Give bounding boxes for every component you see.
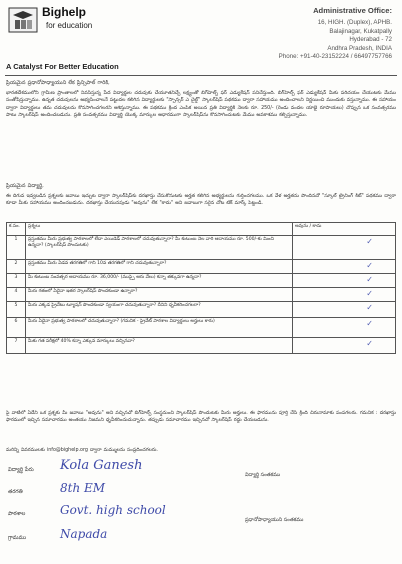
office-line: Hyderabad - 72 [349, 36, 392, 44]
header-answer: అవును / కాదు [293, 223, 396, 236]
row-question: మీరు గతంలో ఏదైనా ఇతర స్కాలర్‌షిప్ పొందకుండా ఉన్నారా? [26, 288, 293, 302]
tagline: A Catalyst For Better Education [6, 62, 119, 71]
table-row [7, 288, 396, 302]
bighelp-logo-icon [8, 5, 38, 35]
row-question: మీకు గత పరీక్షలో 40% కన్నా ఎక్కువ మార్కులు వచ్చినవా? [26, 338, 293, 354]
class-value: 8th EM [60, 481, 106, 495]
row-num: 3 [7, 274, 26, 288]
closing-paragraph: పై వాటిలో ఏదేని ఒక ప్రశ్నకు మీ జవాబు "అవును" అని వచ్చినచో బిగ్‌హెల్ప్ సంస్థనుంచి స్కాలర్‌షిప్ పొందుటకు మీరు అర్హులు. ఈ ఫారమును పూర్తి చేసి క్రింది చిరునామాకు పంపగలరు. గమనిక : దరఖాస్తు ఫారములో ఇచ్చిన సమాచారము అంతయు నిజమని ధృవీకరించుచున్నాను. తప్పుడు సమాచారము ఇచ్చినచో స్కాలర్‌షిప్ రద్దు చేయబడును. [6, 411, 396, 424]
tick-mark-icon: ✓ [366, 319, 373, 328]
header-question: ప్రశ్నలు [26, 223, 293, 236]
row-num: 7 [7, 338, 26, 354]
table-row [7, 236, 396, 260]
office-line: 16, HIGH. (Duplex), APHB. [317, 19, 392, 27]
label-student-name: విద్యార్థి పేరు [8, 467, 34, 473]
tick-mark-icon: ✓ [366, 261, 373, 270]
tick-mark-icon: ✓ [366, 289, 373, 298]
label-class: తరగతి [8, 489, 23, 495]
instruction-paragraph: ఈ దిగువ ఇవ్వబడిన ప్రశ్నలకు జవాబు ఇచ్చుట ద్వారా స్కాలర్‌షిప్‌కు దరఖాస్తు చేసుకొనుటకు అర్హత కలిగిన అభ్యర్థులను గుర్తించగలము. ఒక వేళ అర్హతను పొందినచో "స్కూల్ ట్రైనింగ్ కిట్" పథకము ద్వారా కూడా మీకు సహాయము అందించబడును. దరఖాస్తు చేయునపుడు "అవును" లేక "కాదు" అని జవాబుగా సరైన చోట టిక్ మార్క్ పెట్టండి. [6, 194, 396, 207]
row-question: ప్రస్తుతము మీరు ఏడవ తరగతిలో గాని 10వ తరగతిలో గాని చదువుతున్నారా? [26, 260, 293, 274]
salutation-headmaster: ప్రియమైన ప్రధానోపాధ్యాయుని లేక ప్రిన్సిపాల్ గారికి, [6, 80, 110, 86]
answer-cell[interactable] [293, 274, 396, 288]
row-question: ప్రస్తుతము మీరు ప్రభుత్వ పాఠశాలలో లేదా ఎయిడెడ్ పాఠశాలలో చదువుతున్నారా? మీ కుటుంబ నెల వారి ఆదాయము రూ. 500/-కు మించి ఉన్నదా? (స్కాలర్‌షిప్ పొందుటకు) [26, 236, 293, 260]
row-num: 6 [7, 318, 26, 338]
row-num: 2 [7, 260, 26, 274]
row-question: మీరు ఎక్కడ ప్రైవేటు ట్యూషన్ పొందకుండా స్వయంగా చదువుతున్నారా? దీనిని ధృవీకరించగలరా? [26, 302, 293, 318]
table-row [7, 302, 396, 318]
intro-paragraph: భారతదేశములోని గ్రామీణ ప్రాంతాలలో నివసిస్తున్న పేద విద్యార్థుల చదువుకు చేయూతనిచ్చే లక్ష్యంతో బిగ్‌హెల్ప్ ఫర్ ఎడ్యుకేషన్ పనిచేస్తుంది. బిగ్‌హెల్ప్ ఫర్ ఎడ్యుకేషన్ మీకు పరిచయం చేయుటకు మేము సంతోషిస్తున్నాము. ఉన్నత చదువులను అభ్యసించాలనే పట్టుదల కలిగిన విద్యార్థులకు "స్పాన్సర్ ఎ చైల్డ్" స్కాలర్‌షిప్ పథకము ద్వారా సహాయము అందించాలని నిర్ణయించి ముందుకు వస్తున్నాము. ఈ సహాయం ద్వారా విద్యార్థులు తమ చదువులను కొనసాగించగలరని ఆశిస్తున్నాము. ఈ పథకము క్రింద ఎంపిక అయిన ప్రతి విద్యార్థికి నెలకు రూ. 250/- (రెండు వందల యాభై రూపాయలు) చొప్పున ఒక సంవత్సరము పాటు స్కాలర్‌షిప్ అందించబడును. ప్రతి సంవత్సరము విద్యార్థి యొక్క మార్కుల ఆధారముగా స్కాలర్‌షిప్‌ను కొనసాగించుటకు మేము అవకాశము కల్పిస్తున్నాము. [6, 91, 396, 119]
village-value: Napada [60, 527, 108, 541]
table-row [7, 318, 396, 338]
tick-mark-icon: ✓ [366, 303, 373, 312]
school-value: Govt. high school [60, 503, 166, 517]
answer-cell[interactable] [293, 318, 396, 338]
tick-mark-icon: ✓ [366, 237, 373, 246]
student-signature-label: విద్యార్థి సంతకము [245, 472, 281, 478]
headmaster-signature-label: ప్రధానోపాధ్యాయుని సంతకము [245, 517, 304, 523]
tick-mark-icon: ✓ [366, 339, 373, 348]
table-row [7, 260, 396, 274]
office-line: Balajinagar, Kukatpally [329, 27, 392, 35]
brand-name: Bighelp [42, 5, 86, 19]
row-question: మీ కుటుంబ సంవత్సర ఆదాయము రూ. 36,000/- (ముప్పై ఆరు వేలు) కన్నా తక్కువగా ఉన్నదా? [26, 274, 293, 288]
office-phone: Phone: +91-40-23152224 / 66497757766 [278, 53, 392, 61]
row-num: 5 [7, 302, 26, 318]
answer-cell[interactable] [293, 288, 396, 302]
header-divider [5, 75, 397, 76]
office-line: Andhra Pradesh, INDIA [327, 44, 392, 52]
student-name-value: Kola Ganesh [60, 458, 143, 473]
label-village: గ్రామము [8, 535, 27, 541]
contact-paragraph: మరిన్ని వివరములకు info@bighelp.org ద్వారా మమ్ములను సంప్రదించగలరు. [6, 448, 158, 453]
table-row [7, 274, 396, 288]
tick-mark-icon: ✓ [366, 275, 373, 284]
eligibility-table [6, 222, 396, 354]
answer-cell[interactable] [293, 260, 396, 274]
answer-cell[interactable] [293, 236, 396, 260]
label-school: పాఠశాల [8, 511, 26, 517]
office-title: Administrative Office: [313, 6, 392, 15]
table-row [7, 338, 396, 354]
answer-cell[interactable] [293, 338, 396, 354]
brand-subtitle: for education [46, 21, 93, 30]
row-num: 1 [7, 236, 26, 260]
header-num: క.సం. [7, 223, 26, 236]
table-header-row [7, 223, 396, 236]
answer-cell[interactable] [293, 302, 396, 318]
row-question: మీరు ఏదైనా ప్రభుత్వ పాఠశాలలో చదువుతున్నారా? (గమనిక - ప్రైవేట్ పాఠశాల విద్యార్థులు అర్హులు కారు) [26, 318, 293, 338]
row-num: 4 [7, 288, 26, 302]
salutation-student: ప్రియమైన విద్యార్థి, [6, 183, 44, 189]
office-address [242, 7, 392, 61]
